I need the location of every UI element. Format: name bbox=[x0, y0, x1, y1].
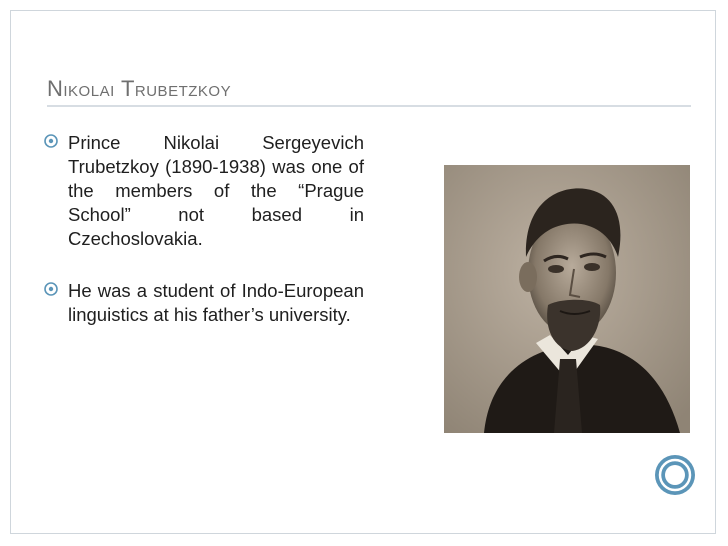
title-divider bbox=[47, 105, 691, 107]
decorative-circle-icon bbox=[653, 453, 697, 497]
bullet-text: He was a student of Indo-European linguistics at his father’s university. bbox=[68, 280, 364, 325]
target-bullet-icon bbox=[44, 282, 58, 296]
target-bullet-icon bbox=[44, 134, 58, 148]
bullet-list bbox=[44, 131, 364, 355]
bullet-item bbox=[44, 279, 364, 327]
slide-title: Nikolai Trubetzkoy bbox=[47, 76, 232, 101]
bullet-item bbox=[44, 131, 364, 251]
bullet-text: Prince Nikolai Sergeyevich Trubetzkoy (1890-1938) was one of the members of the “Prague School” not based in Czechoslovakia. bbox=[68, 132, 364, 249]
portrait-photo bbox=[444, 165, 690, 433]
